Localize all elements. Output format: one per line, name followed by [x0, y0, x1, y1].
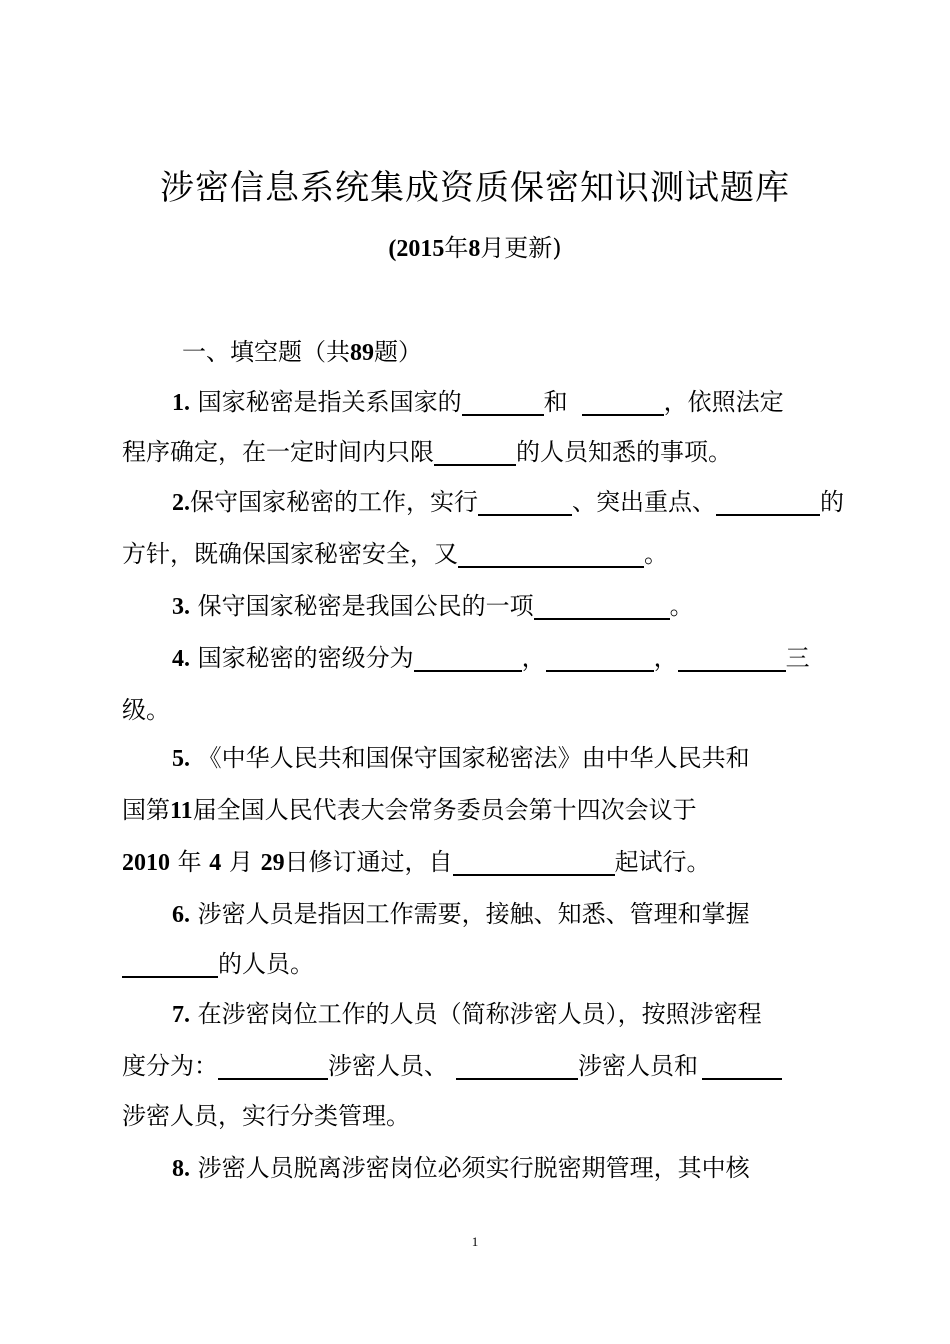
fill-blank[interactable]	[716, 488, 820, 516]
question-text: 的人员。	[218, 950, 314, 978]
document-subtitle	[0, 230, 950, 267]
fill-blank[interactable]	[453, 848, 615, 876]
question-text: 程序确定，在一定时间内只限	[122, 438, 434, 466]
question-text: 三	[785, 644, 810, 672]
question-2-line-2	[122, 538, 668, 570]
fill-blank[interactable]	[414, 644, 522, 672]
subtitle-rest: 月更新)	[480, 234, 562, 262]
question-number: 2.	[172, 490, 190, 516]
question-text: 。	[669, 592, 694, 620]
question-text: 方针，既确保国家秘密安全，又	[122, 540, 458, 568]
question-text: 保守国家秘密是我国公民的一项	[197, 592, 534, 620]
fill-blank[interactable]	[546, 644, 654, 672]
question-text: 的人员知悉的事项。	[516, 438, 732, 466]
question-number: 1.	[172, 390, 190, 416]
question-text: 度分为：	[122, 1052, 218, 1080]
question-1-line-2	[122, 436, 732, 468]
question-number: 3.	[172, 594, 190, 620]
fill-blank[interactable]	[534, 592, 670, 620]
question-text: 级。	[122, 696, 170, 724]
page-number: 1	[471, 1234, 479, 1249]
fill-blank[interactable]	[702, 1052, 782, 1080]
section-heading	[182, 336, 422, 369]
document-title: 涉密信息系统集成资质保密知识测试题库	[160, 168, 790, 208]
question-7-line-2	[122, 1050, 782, 1082]
fill-blank[interactable]	[462, 388, 544, 416]
question-text: 届全国人民代表大会常务委员会第十四次会议于	[192, 796, 697, 824]
question-text: 涉密人员和	[578, 1052, 698, 1080]
question-text: 月	[228, 848, 253, 876]
question-number: 7.	[172, 1002, 190, 1028]
question-text: 日修订通过，自	[284, 848, 453, 876]
question-text: 起试行。	[614, 848, 711, 876]
fill-blank[interactable]	[582, 388, 664, 416]
question-number: 8.	[172, 1156, 190, 1182]
question-7-line-1	[172, 998, 762, 1031]
question-text: 涉密人员脱离涉密岗位必须实行脱密期管理，其中核	[197, 1154, 750, 1182]
question-text: 。	[644, 540, 668, 568]
fill-blank[interactable]	[434, 438, 516, 466]
question-text: 、突出重点、	[572, 488, 716, 516]
fill-blank[interactable]	[218, 1052, 328, 1080]
question-number: 4.	[172, 646, 190, 672]
question-4-line-2	[122, 694, 170, 726]
question-text: 涉密人员是指因工作需要，接触、知悉、管理和掌握	[197, 900, 750, 928]
question-8-line-1	[172, 1152, 750, 1185]
question-5-line-1	[172, 742, 750, 775]
question-text: 和	[543, 388, 568, 416]
question-text: 的	[820, 488, 844, 516]
subtitle-year: 2015	[396, 236, 445, 262]
question-text: 2010	[122, 850, 170, 876]
fill-blank[interactable]	[478, 488, 572, 516]
question-text: ，	[653, 644, 678, 672]
fill-blank[interactable]	[456, 1052, 578, 1080]
question-text: ，	[521, 644, 546, 672]
question-text: 国家秘密的密级分为	[197, 644, 414, 672]
question-2-line-1	[172, 486, 844, 519]
question-text: 保守国家秘密的工作，实行	[190, 488, 478, 516]
question-text: 国家秘密是指关系国家的	[197, 388, 462, 416]
question-text: 国第	[122, 796, 170, 824]
subtitle-nian: 年	[444, 234, 469, 262]
fill-blank[interactable]	[458, 540, 644, 568]
question-text: 在涉密岗位工作的人员（简称涉密人员），按照涉密程	[197, 1000, 762, 1028]
question-4-line-1	[172, 642, 810, 675]
question-number: 6.	[172, 902, 190, 928]
question-7-line-3	[122, 1100, 410, 1132]
question-1-line-1	[172, 386, 784, 419]
question-text: 《中华人民共和国保守国家秘密法》由中华人民共和	[197, 744, 750, 772]
section-pre: 一、填空题（共	[182, 338, 350, 366]
question-text: 年	[177, 848, 202, 876]
question-text: 涉密人员，实行分类管理。	[122, 1102, 410, 1130]
question-text: 4	[209, 850, 222, 876]
question-6-line-2	[122, 948, 314, 980]
section-count: 89	[350, 340, 374, 366]
fill-blank[interactable]	[122, 950, 218, 978]
question-text: ，依照法定	[663, 388, 784, 416]
subtitle-open: (	[388, 236, 397, 262]
question-text: 11	[170, 798, 193, 824]
question-6-line-1	[172, 898, 750, 931]
subtitle-month: 8	[468, 236, 481, 262]
question-text: 29	[260, 850, 285, 876]
fill-blank[interactable]	[678, 644, 786, 672]
question-5-line-2	[122, 794, 697, 827]
question-number: 5.	[172, 746, 190, 772]
section-post: 题）	[374, 338, 422, 366]
question-5-line-3	[122, 846, 711, 879]
question-3	[172, 590, 694, 623]
question-text: 涉密人员、	[328, 1052, 448, 1080]
